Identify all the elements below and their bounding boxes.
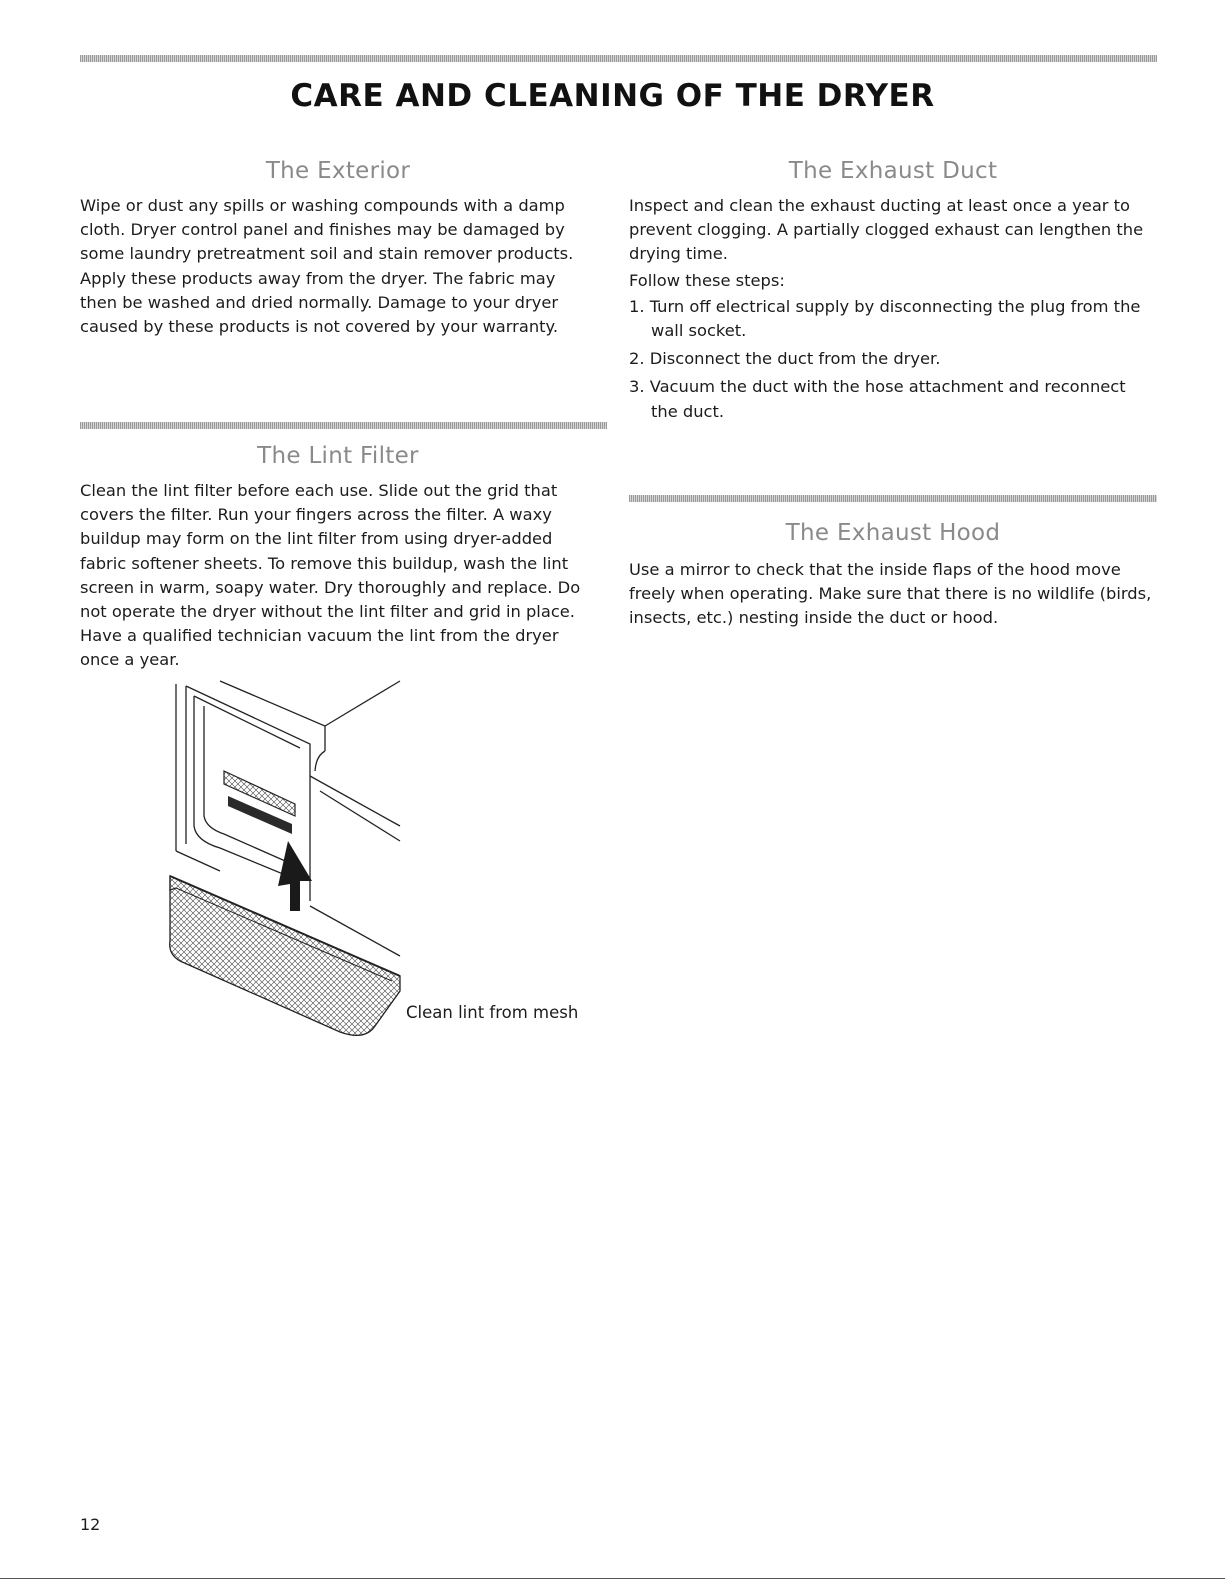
bottom-edge-line [0, 1578, 1225, 1579]
hood-section-divider [629, 495, 1157, 502]
lint-filter-caption: Clean lint from mesh [406, 1003, 579, 1022]
section-exhaust-hood [629, 520, 1157, 631]
lint-filter-heading: The Lint Filter [257, 443, 419, 469]
page-title: CARE AND CLEANING OF THE DRYER [290, 78, 935, 114]
page-number: 12 [80, 1515, 101, 1534]
section-lint-filter [80, 443, 596, 673]
list-item: 2. Disconnect the duct from the dryer. [629, 349, 941, 369]
lint-filter-body: Clean the lint filter before each use. Slide out the grid that covers the filter. Run your fingers across the filter. A waxy buildup may form on the lint filter from using dryer-added fabric softener sheets. To remove this buildup, wash the lint screen in warm, soapy water. Dry thoroughly and replace. Do not operate the dryer without the lint filter and grid in place. Have a qualified technician vacuum the lint from the dryer once a year. [80, 481, 581, 670]
lint-section-divider [80, 422, 607, 429]
exhaust-duct-steps-intro: Follow these steps: [629, 270, 785, 290]
top-divider [80, 55, 1157, 62]
lint-filter-removal-illustration [160, 676, 410, 1046]
exterior-heading: The Exterior [265, 158, 411, 184]
exhaust-hood-body: Use a mirror to check that the inside flaps of the hood move freely when operating. Make sure that there is no wildlife (birds, insects, etc.) nesting inside the duct or hood. [629, 560, 1152, 628]
exhaust-duct-steps [629, 295, 1157, 424]
exhaust-hood-heading: The Exhaust Hood [785, 520, 1001, 546]
list-item: 1. Turn off electrical supply by disconnecting the plug from the wall socket. [629, 296, 1141, 341]
section-exterior [80, 158, 596, 339]
list-item: 3. Vacuum the duct with the hose attachment and reconnect the duct. [629, 377, 1126, 421]
exhaust-duct-intro: Inspect and clean the exhaust ducting at least once a year to prevent clogging. A partially clogged exhaust can lengthen the drying time. [629, 196, 1144, 264]
section-exhaust-duct [629, 158, 1157, 428]
exterior-body: Wipe or dust any spills or washing compounds with a damp cloth. Dryer control panel and finishes may be damaged by some laundry pretreatment soil and stain remover products. Apply these products away from the dryer. The fabric may then be washed and dried normally. Damage to your dryer caused by these products is not covered by your warranty. [80, 196, 574, 337]
exhaust-duct-heading: The Exhaust Duct [788, 158, 998, 184]
